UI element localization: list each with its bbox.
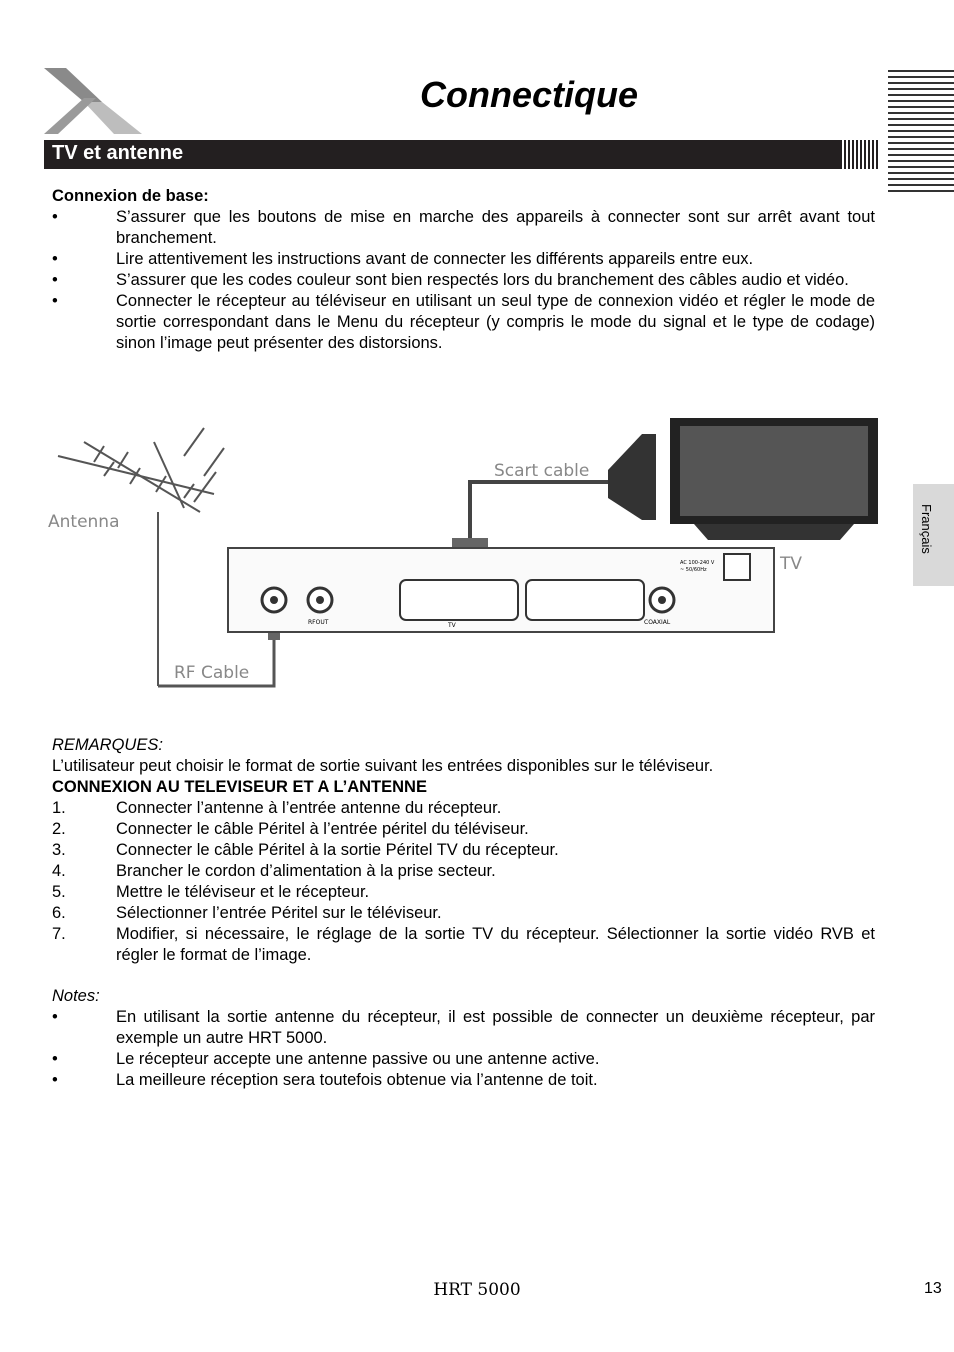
list-item: • S’assurer que les boutons de mise en marche des appareils à connecter sont sur arrêt avant tout branchement.: [52, 208, 875, 247]
list-item: 1. Connecter l’antenne à l’entrée antenne du récepteur.: [52, 799, 502, 817]
rf-cable-label: RF Cable: [174, 663, 250, 683]
port-coaxial-label: COAXIAL: [644, 619, 671, 626]
section-title: TV et antenne: [52, 142, 184, 164]
basic-list: [52, 207, 875, 354]
list-item: 2. Connecter le câble Péritel à l’entrée péritel du téléviseur.: [52, 820, 529, 838]
remarks-heading: REMARQUES:: [52, 736, 163, 754]
scart-plug-tv: [608, 434, 656, 520]
power-rating-line2: ~ 50/60Hz: [680, 567, 707, 573]
list-item: 5. Mettre le téléviseur et le récepteur.: [52, 883, 370, 901]
port-rfout-label: RFOUT: [308, 619, 329, 626]
language-tab-label: Français: [919, 504, 934, 554]
scart-cable-label: Scart cable: [494, 461, 590, 481]
notes-block: [52, 986, 875, 1091]
list-item: 4. Brancher le cordon d’alimentation à la prise secteur.: [52, 862, 496, 880]
power-rating-line1: AC 100-240 V: [680, 560, 715, 566]
page-title: Connectique: [419, 74, 638, 115]
tv-label: TV: [780, 554, 803, 574]
list-item: • Connecter le récepteur au téléviseur en utilisant un seul type de connexion vidéo et régler le mode de sortie correspondant dans le Menu du récepteur (y compris le mode du signal et le type de codage) sinon l’image peut présenter des distorsions.: [52, 292, 875, 352]
connection-diagram: [44, 412, 884, 694]
tv-icon: [670, 418, 878, 540]
list-item: • S’assurer que les codes couleur sont bien respectés lors du branchement des câbles audio et vidéo.: [52, 271, 849, 289]
notes-list: [52, 1007, 875, 1091]
list-item: • Le récepteur accepte une antenne passive ou une antenne active.: [52, 1050, 600, 1068]
section-header: [44, 140, 880, 169]
list-item: • La meilleure réception sera toutefois obtenue via l’antenne de toit.: [52, 1071, 598, 1089]
connection-block: [52, 735, 875, 966]
section-bar-pattern: [840, 140, 880, 169]
decorative-stripes: [888, 70, 954, 196]
basic-heading: Connexion de base:: [52, 187, 209, 205]
list-item: • En utilisant la sortie antenne du récepteur, il est possible de connecter un deuxième récepteur, par exemple un autre HRT 5000.: [52, 1008, 875, 1047]
notes-heading: Notes:: [52, 987, 100, 1005]
footer-model: HRT 5000: [433, 1280, 521, 1300]
basic-connection-block: [52, 186, 875, 354]
scart-cable-line: [470, 482, 610, 550]
list-item: 6. Sélectionner l’entrée Péritel sur le téléviseur.: [52, 904, 442, 922]
connection-steps: [52, 798, 875, 966]
list-item: • Lire attentivement les instructions avant de connecter les différents appareils entre eux.: [52, 250, 754, 268]
connection-heading: CONNEXION AU TELEVISEUR ET A L’ANTENNE: [52, 778, 427, 796]
page-number: 13: [924, 1280, 942, 1297]
language-tab: [913, 484, 954, 586]
antenna-icon: [58, 428, 224, 686]
list-item: 7. Modifier, si nécessaire, le réglage de la sortie TV du récepteur. Sélectionner la sortie vidéo RVB et régler le format de l’image.: [52, 925, 875, 964]
remarks-text: L’utilisateur peut choisir le format de sortie suivant les entrées disponibles sur le téléviseur.: [52, 757, 714, 775]
antenna-label: Antenna: [48, 512, 120, 532]
port-tv-label: TV: [448, 622, 456, 629]
list-item: 3. Connecter le câble Péritel à la sortie Péritel TV du récepteur.: [52, 841, 559, 859]
